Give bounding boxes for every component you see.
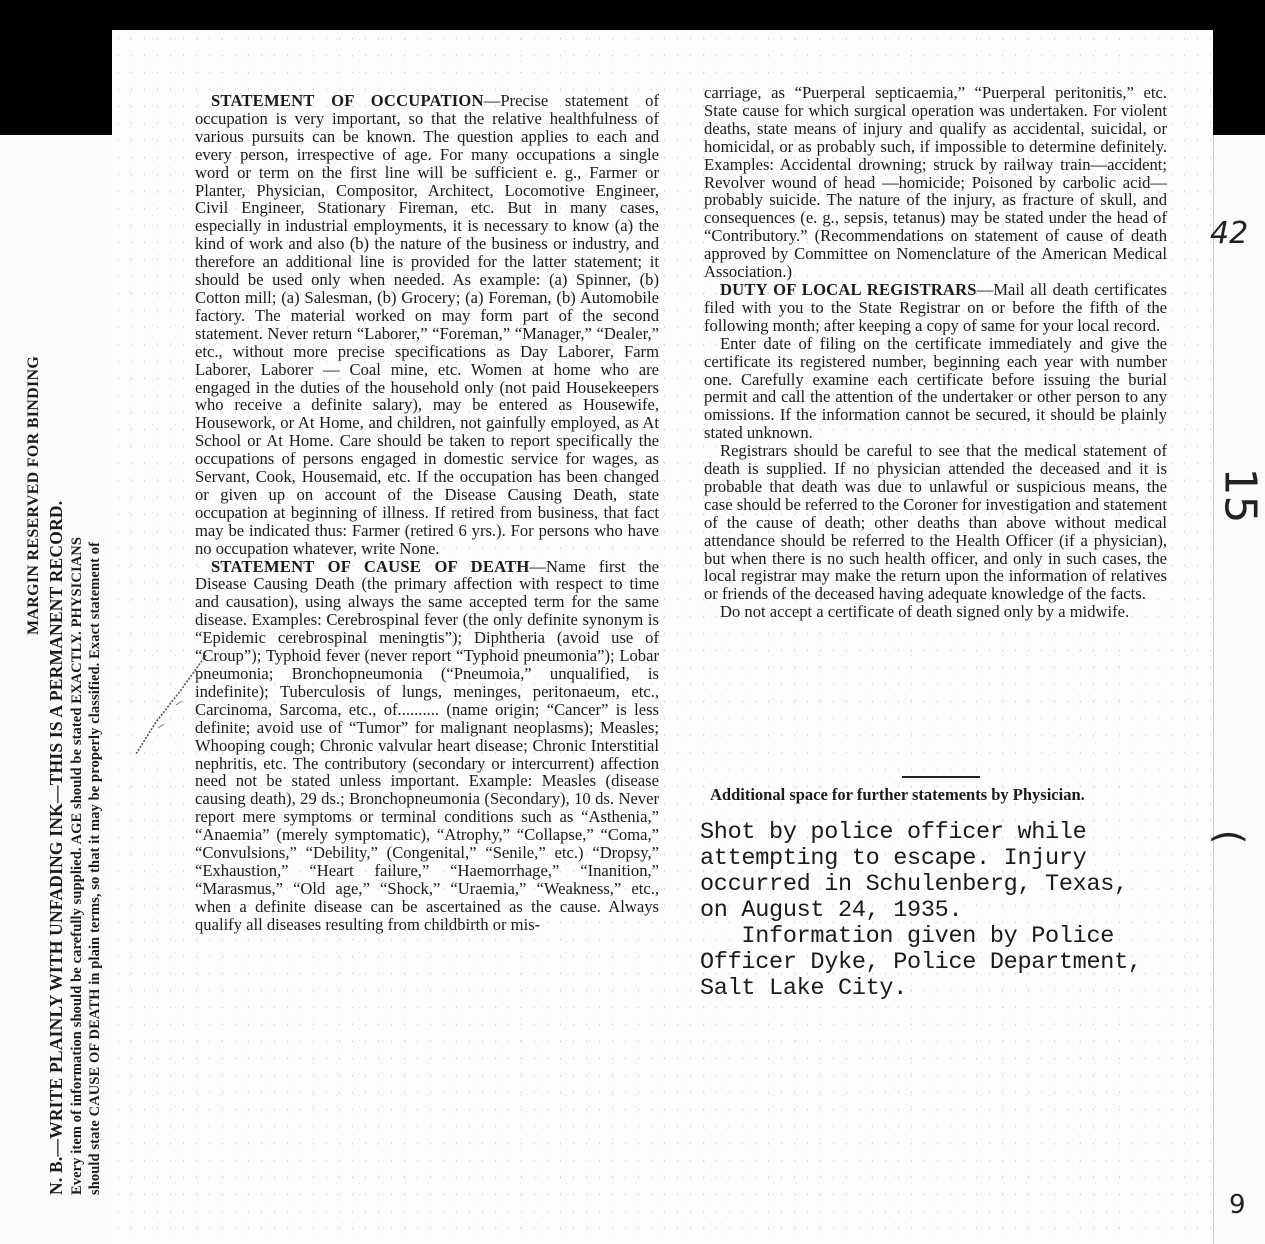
- divider-rule: [902, 776, 980, 778]
- typed-line-6: Officer Dyke, Police Department,: [700, 949, 1142, 976]
- scan-border-left: [0, 30, 112, 135]
- typed-statement: [700, 820, 1180, 1002]
- margin-instruction: N. B.—WRITE PLAINLY WITH UNFADING INK—THIS IS A PERMANENT RECORD.: [46, 500, 66, 1195]
- pencil-scrawl: [126, 650, 216, 760]
- cause-heading: STATEMENT OF CAUSE OF DEATH: [211, 556, 530, 576]
- right-margin-strip: [1213, 135, 1265, 1244]
- margin-title: MARGIN RESERVED FOR BINDING: [25, 355, 42, 635]
- occupation-heading: STATEMENT OF OCCUPATION: [211, 91, 484, 110]
- typed-line-2: attempting to escape. Injury: [700, 845, 1087, 872]
- right-column: [704, 84, 1167, 621]
- typed-line-1: Shot by police officer while: [700, 819, 1087, 846]
- margin-line-a: Every item of information should be carefully supplied. AGE should be stated EXACTLY. PHYSICIANS: [69, 536, 85, 1195]
- cause-paragraph: [195, 558, 659, 934]
- handwritten-mark-15: 15: [1214, 467, 1265, 524]
- typed-line-3: occurred in Schulenberg, Texas,: [700, 871, 1128, 898]
- occupation-body: —Precise statement of occupation is very important, so that the relative healthfulness of various pursuits can be known. The question applies to each and every person, irrespective of age. For many occupations a single word or term on the first line will be sufficient e. g., Farmer or Planter, Physician, Compositor, Architect, Locomotive Engineer, Civil Engineer, Stationary Fireman, etc. But in many cases, especially in industrial employments, it is necessary to know (a) the kind of work and also (b) the nature of the business or industry, and therefore an additional line is provided for the latter statement; it should be used only when needed. As example: (a) Spinner, (b) Cotton mill; (a) Salesman, (b) Grocery; (a) Foreman, (b) Automobile factory. The material worked on may form part of the second statement. Never return “Laborer,” “Foreman,” “Manager,” “Dealer,” etc., without more precise specifications as Day Laborer, Farm Laborer, Laborer — Coal mine, etc. Women at home who are engaged in the duties of the household only (not paid Housekeepers who receive a definite salary), may be entered as Housewife, Housework, or At Home, and children, not gainfully employed, as At School or At Home. Care should be taken to report specifically the occupations of persons engaged in domestic service for wages, as Servant, Cook, Housemaid, etc. If the occupation has been changed or given up on account of the Disease Causing Death, state occupation at beginning of illness. If retired from business, that fact may be indicated thus: Farmer (retired 6 yrs.). For persons who have no occupation whatever, write None.: [195, 91, 659, 558]
- duty-paragraph-2: Enter date of filing on the certificate immediately and give the certificate its registered number, beginning each year with number one. Carefully examine each certificate before issuing the burial permit and call the attention of the undertaker or other person to any omissions. If the information cannot be secured, it should be plainly stated unknown.: [704, 333, 1167, 443]
- duty-paragraph-3: Registrars should be careful to see that the medical statement of death is supplied. If no physician attended the deceased and it is probable that death was due to unlawful or suspicious means, the case should be referred to the Coroner for investigation and statement of the cause of death; other deaths than above without medical attendance should be referred to the Health Officer (if a physician), but when there is no such health officer, and only in such cases, the local registrar may make the return upon the information of relatives or friends of the deceased having adequate knowledge of the facts.: [704, 441, 1167, 604]
- cause-continued: carriage, as “Puerperal septicaemia,” “Puerperal peritonitis,” etc. State cause for which surgical operation was undertaken. For violent deaths, state means of injury and qualify as accidental, suicidal, or homicidal, or as probably such, if impossible to determine definitely. Examples: Accidental drowning; struck by railway train—accident; Revolver wound of head —homicide; Poisoned by carbolic acid—probably suicide. The nature of the injury, as fracture of skull, and consequences (e. g., sepsis, tetanus) may be stated under the head of “Contributory.” (Recommendations on statement of cause of death approved by Committee on Nomenclature of the American Medical Association.): [704, 83, 1167, 282]
- scan-border-top: [0, 0, 1265, 30]
- handwritten-mark-9: 9: [1229, 1190, 1246, 1220]
- duty-body: —Mail all death certificates filed with you to the State Registrar on or before the fifth of the following month; after keeping a copy of same for your local record.: [704, 279, 1167, 335]
- left-column: [195, 92, 659, 934]
- duty-heading: DUTY OF LOCAL REGISTRARS: [720, 279, 977, 299]
- duty-paragraph: [704, 281, 1167, 335]
- handwritten-page-number: 42: [1210, 216, 1249, 251]
- typed-line-7: Salt Lake City.: [700, 975, 908, 1002]
- handwritten-bracket: (: [1207, 829, 1252, 845]
- margin-line-b: should state CAUSE OF DEATH in plain terms, so that it may be properly classified. Exact statement of: [87, 541, 103, 1195]
- scan-border-right: [1213, 30, 1265, 135]
- duty-paragraph-4: Do not accept a certificate of death signed only by a midwife.: [720, 602, 1130, 622]
- cause-body: —Name first the Disease Causing Death (the primary affection with respect to time and causation), using always the same accepted term for the same disease. Examples: Cerebrospinal fever (the only definite synonym is “Epidemic cerebrospinal meningtis”); Diphtheria (avoid use of “Croup”); Typhoid fever (never report “Typhoid pneumonia”); Lobar pneumonia; Bronchopneumonia (“Pneumoia,” unqualified, is indefinite); Tuberculosis of lungs, meninges, peritonaeum, etc., Carcinoma, Sarcoma, etc., of.......... (name origin; “Cancer” is less definite; avoid use of “Tumor” for malignant neoplasms); Measles; Whooping cough; Chronic valvular heart disease; Chronic Interstitial nephritis, etc. The contributory (secondary or intercurrent) affection need not be stated unless important. Example: Measles (disease causing death), 29 ds.; Bronchopneumonia (Secondary), 10 ds. Never report mere symptoms or terminal conditions such as “Asthenia,” “Anaemia” (merely symptomatic), “Atrophy,” “Collapse,” “Coma,” “Convulsions,” “Debility,” (Congenital,” “Senile,” etc.) “Dropsy,” “Exhaustion,” “Heart failure,” “Haemorrhage,” “Inanition,” “Marasmus,” “Old age,” “Shock,” “Uraemia,” “Weakness,” etc., when a definite disease can be ascertained as the cause. Always qualify all diseases resulting from childbirth or mis-: [195, 556, 659, 934]
- typed-line-4: on August 24, 1935.: [700, 897, 963, 924]
- additional-space-label: Additional space for further statements by Physician.: [710, 785, 1085, 804]
- occupation-paragraph: [195, 92, 659, 558]
- typed-line-5: Information given by Police: [700, 923, 1115, 950]
